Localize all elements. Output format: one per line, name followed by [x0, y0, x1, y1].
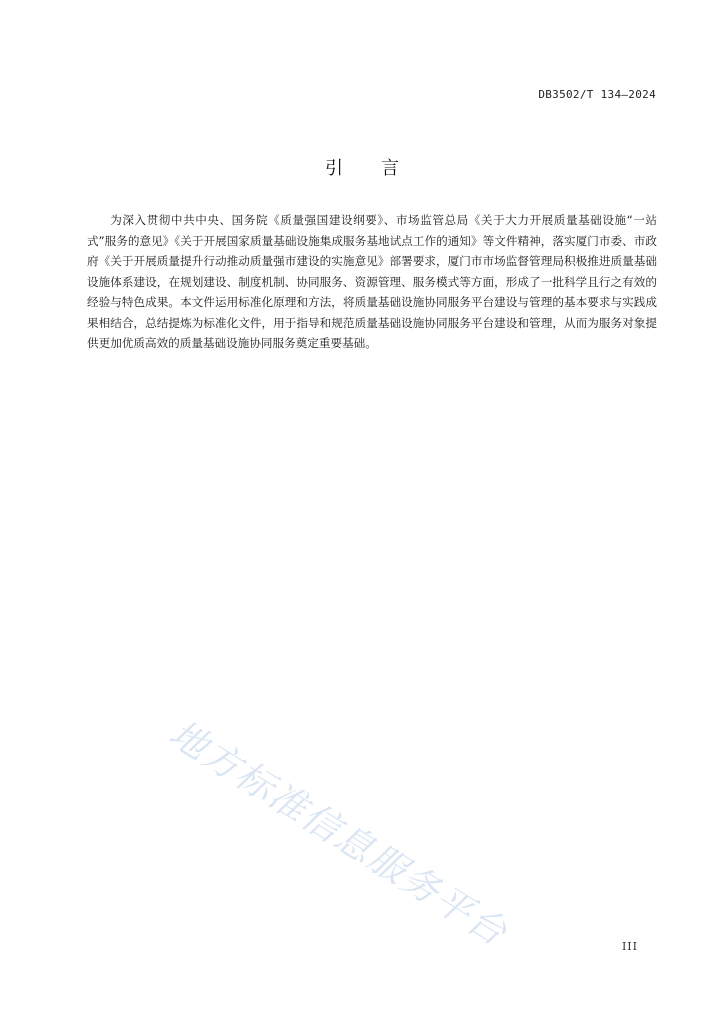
watermark: 地方标准信息服务平台 — [161, 711, 516, 955]
section-title-char-2: 言 — [381, 158, 399, 179]
page-number: III — [621, 940, 638, 953]
standard-code: DB3502/T 134—2024 — [538, 88, 656, 101]
section-title — [0, 154, 724, 180]
introduction-paragraph: 为深入贯彻中共中央、国务院《质量强国建设纲要》、市场监管总局《关于大力开展质量基础设施“一站式”服务的意见》《关于开展国家质量基础设施集成服务基地试点工作的通知》等文件精神，落实厦门市委、市政府《关于开展质量提升行动推动质量强市建设的实施意见》部署要求，厦门市市场监督管理局积极推进质量基础设施体系建设，在规划建设、制度机制、协同服务、资源管理、服务模式等方面，形成了一批科学且行之有效的经验与特色成果。本文件运用标准化原理和方法，将质量基础设施协同服务平台建设与管理的基本要求与实践成果相结合，总结提炼为标准化文件，用于指导和规范质量基础设施协同服务平台建设和管理，从而为服务对象提供更加优质高效的质量基础设施协同服务奠定重要基础。 — [87, 213, 657, 350]
section-title-char-1: 引 — [325, 158, 343, 179]
